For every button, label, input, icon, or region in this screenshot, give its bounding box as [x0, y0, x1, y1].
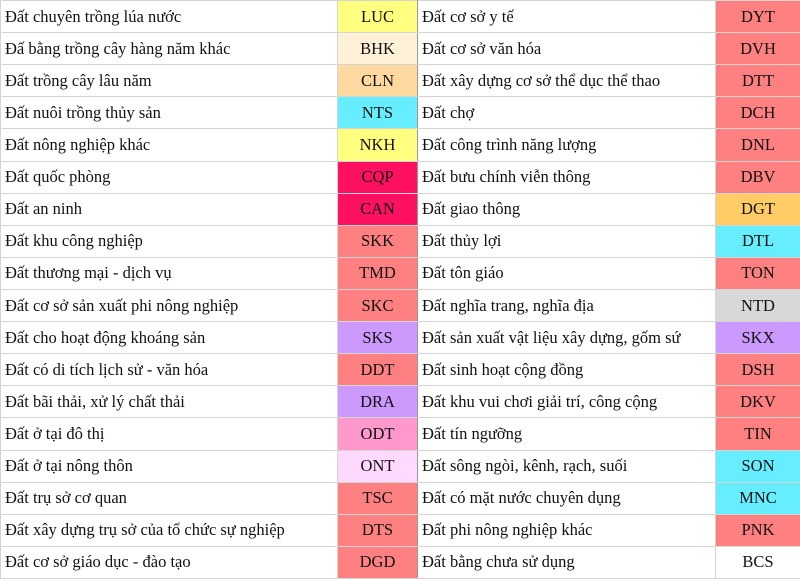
legend-row: [1, 225, 800, 257]
land-type-name: Đất cơ sở sản xuất phi nông nghiệp: [1, 289, 338, 321]
land-type-name: Đất quốc phòng: [1, 161, 338, 193]
land-type-name: Đất tôn giáo: [418, 257, 716, 289]
land-type-code: SKC: [338, 289, 418, 321]
land-type-name: Đất có mặt nước chuyên dụng: [418, 482, 716, 514]
land-type-code: DTS: [338, 514, 418, 546]
land-type-code: CQP: [338, 161, 418, 193]
land-type-name: Đất bãi thải, xử lý chất thải: [1, 386, 338, 418]
legend-row: [1, 546, 800, 578]
land-type-name: Đất phi nông nghiệp khác: [418, 514, 716, 546]
land-type-code: ONT: [338, 450, 418, 482]
land-type-name: Đất khu công nghiệp: [1, 225, 338, 257]
land-type-name: Đất nông nghiệp khác: [1, 129, 338, 161]
land-type-name: Đất bằng chưa sử dụng: [418, 546, 716, 578]
land-type-code: DRA: [338, 386, 418, 418]
legend-row: [1, 1, 800, 33]
legend-row: [1, 514, 800, 546]
land-type-code: DDT: [338, 354, 418, 386]
land-type-name: Đất công trình năng lượng: [418, 129, 716, 161]
land-type-name: Đất nuôi trồng thủy sản: [1, 97, 338, 129]
legend-row: [1, 418, 800, 450]
legend-row: [1, 322, 800, 354]
land-type-name: Đất khu vui chơi giải trí, công cộng: [418, 386, 716, 418]
land-type-name: Đất thương mại - dịch vụ: [1, 257, 338, 289]
land-type-name: Đất tín ngưỡng: [418, 418, 716, 450]
legend-row: [1, 97, 800, 129]
legend-row: [1, 161, 800, 193]
land-type-code: DTL: [716, 225, 800, 257]
land-type-code: SKX: [716, 322, 800, 354]
land-type-code: LUC: [338, 1, 418, 33]
legend-row: [1, 193, 800, 225]
land-type-name: Đất sinh hoạt cộng đồng: [418, 354, 716, 386]
land-type-name: Đất chuyên trồng lúa nước: [1, 1, 338, 33]
land-type-code: SKK: [338, 225, 418, 257]
land-type-code: TIN: [716, 418, 800, 450]
land-type-code: MNC: [716, 482, 800, 514]
land-type-code: TMD: [338, 257, 418, 289]
land-type-name: Đất cơ sở giáo dục - đào tạo: [1, 546, 338, 578]
land-type-code: DNL: [716, 129, 800, 161]
legend-row: [1, 450, 800, 482]
legend-row: [1, 386, 800, 418]
land-type-name: Đất nghĩa trang, nghĩa địa: [418, 289, 716, 321]
land-type-code: DSH: [716, 354, 800, 386]
legend-row: [1, 289, 800, 321]
land-type-name: Đất sản xuất vật liệu xây dựng, gốm sứ: [418, 322, 716, 354]
land-type-code: NTD: [716, 289, 800, 321]
land-type-code: DKV: [716, 386, 800, 418]
land-type-name: Đất cơ sở y tế: [418, 1, 716, 33]
land-type-name: Đất an ninh: [1, 193, 338, 225]
legend-body: [1, 1, 800, 579]
legend-row: [1, 482, 800, 514]
land-type-name: Đất giao thông: [418, 193, 716, 225]
land-type-name: Đất ở tại đô thị: [1, 418, 338, 450]
land-type-name: Đất chợ: [418, 97, 716, 129]
land-type-name: Đất xây dựng cơ sở thể dục thể thao: [418, 65, 716, 97]
land-type-code: DGD: [338, 546, 418, 578]
land-type-code: DGT: [716, 193, 800, 225]
land-type-name: Đất trụ sở cơ quan: [1, 482, 338, 514]
land-type-code: SKS: [338, 322, 418, 354]
legend-row: [1, 65, 800, 97]
legend-row: [1, 33, 800, 65]
land-type-code: BCS: [716, 546, 800, 578]
land-type-name: Đất bưu chính viễn thông: [418, 161, 716, 193]
land-type-name: Đất trồng cây lâu năm: [1, 65, 338, 97]
land-type-code: DTT: [716, 65, 800, 97]
land-type-code: DCH: [716, 97, 800, 129]
land-type-code: NTS: [338, 97, 418, 129]
land-type-code: DYT: [716, 1, 800, 33]
land-type-code: DVH: [716, 33, 800, 65]
land-type-code: BHK: [338, 33, 418, 65]
land-type-code: DBV: [716, 161, 800, 193]
land-type-name: Đất có di tích lịch sử - văn hóa: [1, 354, 338, 386]
land-type-code: TON: [716, 257, 800, 289]
land-type-code: CLN: [338, 65, 418, 97]
land-type-name: Đất xây dựng trụ sở của tổ chức sự nghiệp: [1, 514, 338, 546]
land-type-name: Đất thủy lợi: [418, 225, 716, 257]
land-type-name: Đất cơ sở văn hóa: [418, 33, 716, 65]
land-type-name: Đất sông ngòi, kênh, rạch, suối: [418, 450, 716, 482]
land-type-code: NKH: [338, 129, 418, 161]
land-type-code: PNK: [716, 514, 800, 546]
land-type-name: Đấ bằng trồng cây hàng năm khác: [1, 33, 338, 65]
land-type-code: TSC: [338, 482, 418, 514]
land-type-code: SON: [716, 450, 800, 482]
land-type-code: ODT: [338, 418, 418, 450]
legend-row: [1, 129, 800, 161]
land-type-name: Đất ở tại nông thôn: [1, 450, 338, 482]
legend-row: [1, 354, 800, 386]
land-type-code: CAN: [338, 193, 418, 225]
land-type-name: Đất cho hoạt động khoáng sản: [1, 322, 338, 354]
legend-row: [1, 257, 800, 289]
